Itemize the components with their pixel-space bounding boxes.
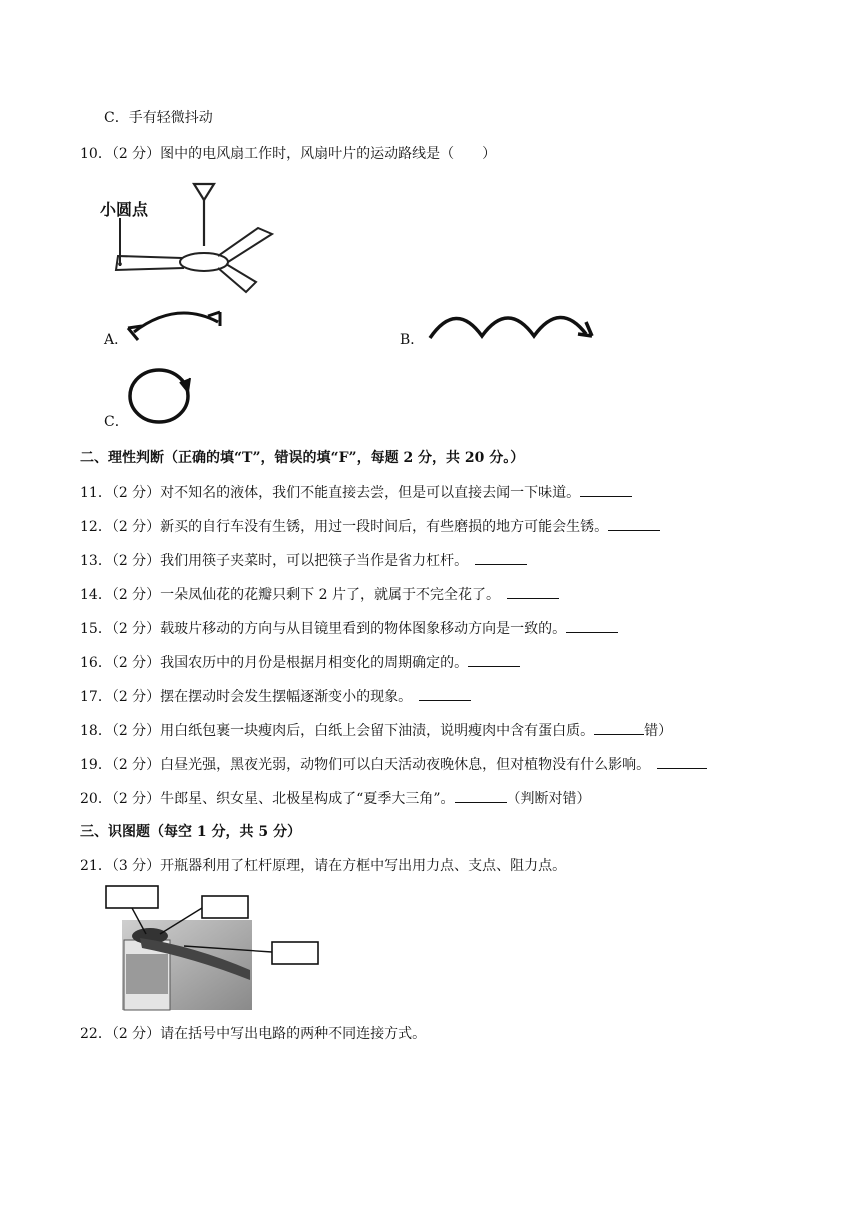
- q15-text: 15．（2 分）载玻片移动的方向与从目镜里看到的物体图象移动方向是一致的。: [80, 621, 567, 637]
- q20-suffix: （判断对错）: [506, 791, 591, 807]
- q16-text: 16．（2 分）我国农历中的月份是根据月相变化的周期确定的。: [80, 655, 469, 671]
- q10-option-a-label: A．: [104, 332, 129, 348]
- q20-text: 20．（2 分）牛郎星、织女星、北极星构成了“夏季大三角”。: [80, 791, 455, 807]
- q9-option-c: C．手有轻微抖动: [104, 110, 213, 126]
- section3-heading: 三、识图题（每空 1 分，共 5 分）: [80, 824, 301, 840]
- q16-item: [80, 652, 520, 673]
- q18-answer-blank[interactable]: [594, 720, 644, 735]
- q11-answer-blank[interactable]: [580, 482, 632, 497]
- section2-heading: 二、理性判断（正确的填“T”，错误的填“F”，每题 2 分，共 20 分。）: [80, 450, 525, 466]
- q11-text: 11．（2 分）对不知名的液体，我们不能直接去尝，但是可以直接去闻一下味道。: [80, 485, 581, 501]
- q17-answer-blank[interactable]: [419, 686, 471, 701]
- q19-text: 19．（2 分）白昼光强，黑夜光弱，动物们可以白天活动夜晚休息，但对植物没有什么影响。: [80, 757, 658, 773]
- q10-stem: 10．（2 分）图中的电风扇工作时，风扇叶片的运动路线是（ ）: [80, 146, 497, 162]
- q13-item: [80, 550, 527, 571]
- q10-option-b-label: B．: [400, 332, 425, 348]
- q17-text: 17．（2 分）摆在摆动时会发生摆幅逐渐变小的现象。: [80, 689, 420, 705]
- q18-text: 18．（2 分）用白纸包裹一块瘦肉后，白纸上会留下油渍，说明瘦肉中含有蛋白质。: [80, 723, 595, 739]
- q19-item: [80, 754, 707, 775]
- q22-stem: 22．（2 分）请在括号中写出电路的两种不同连接方式。: [80, 1026, 427, 1042]
- wave-path-icon: [426, 306, 596, 342]
- q15-item: [80, 618, 618, 639]
- q14-text: 14．（2 分）一朵凤仙花的花瓣只剩下 2 片了，就属于不完全花了。: [80, 587, 507, 603]
- q18-item: [80, 720, 672, 741]
- arc-path-icon: [126, 306, 226, 346]
- q18-suffix: 错）: [644, 723, 673, 739]
- fan-dot-label: 小圆点: [100, 200, 149, 219]
- q16-answer-blank[interactable]: [468, 652, 520, 667]
- q20-item: [80, 788, 591, 809]
- q15-answer-blank[interactable]: [566, 618, 618, 633]
- q12-text: 12．（2 分）新买的自行车没有生锈，用过一段时间后，有些磨损的地方可能会生锈。: [80, 519, 609, 535]
- q10-option-c-label: C．: [104, 414, 129, 430]
- q12-answer-blank[interactable]: [608, 516, 660, 531]
- q14-item: [80, 584, 559, 605]
- q21-stem: 21．（3 分）开瓶器利用了杠杆原理，请在方框中写出用力点、支点、阻力点。: [80, 858, 567, 874]
- q17-item: [80, 686, 471, 707]
- circle-path-icon: [124, 364, 204, 434]
- q12-item: [80, 516, 660, 537]
- q13-answer-blank[interactable]: [475, 550, 527, 565]
- ceiling-fan-figure: [100, 178, 280, 308]
- q13-text: 13．（2 分）我们用筷子夹菜时，可以把筷子当作是省力杠杆。: [80, 553, 476, 569]
- q11-item: [80, 482, 632, 503]
- q19-answer-blank[interactable]: [657, 754, 707, 769]
- q20-answer-blank[interactable]: [455, 788, 507, 803]
- bottle-opener-figure: [104, 884, 324, 1012]
- q14-answer-blank[interactable]: [507, 584, 559, 599]
